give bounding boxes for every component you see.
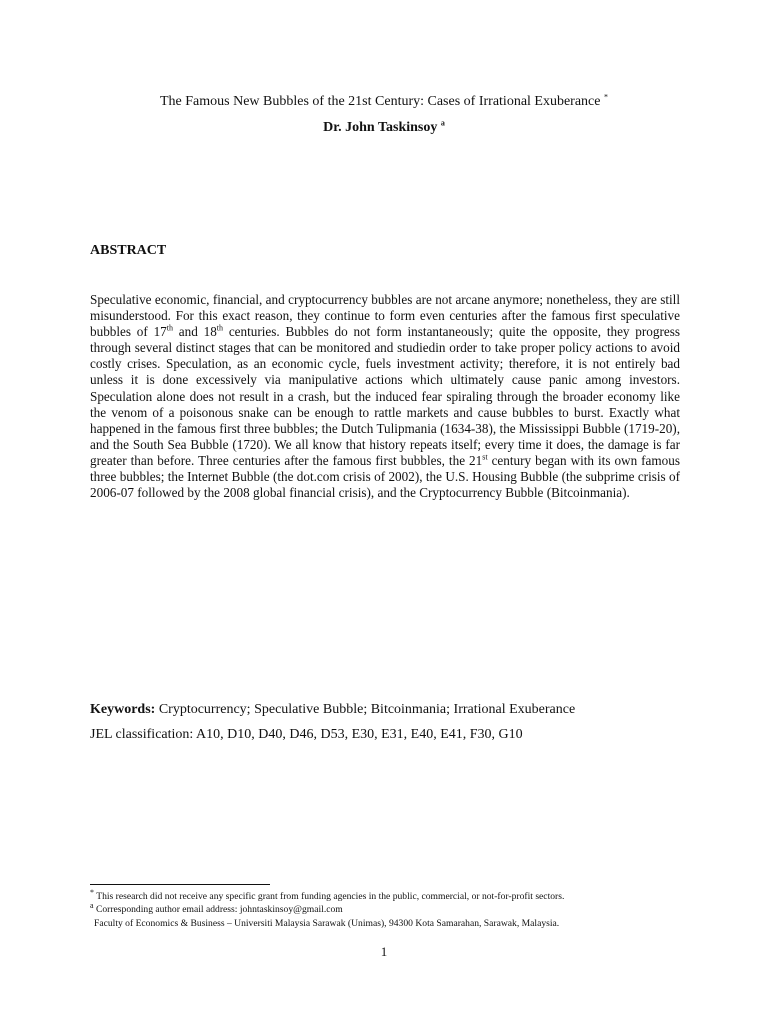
paper-title-text: The Famous New Bubbles of the 21st Century: Cases of Irrational Exuberance — [159, 94, 601, 109]
keywords-text: Cryptocurrency; Speculative Bubble; Bitcoinmania; Irrational Exuberance — [155, 702, 576, 717]
paper-author — [0, 119, 768, 137]
abstract-text-2: and 18 — [173, 324, 217, 340]
page-number: 1 — [380, 944, 388, 959]
abstract-text-1: Speculative economic, financial, and cryptocurrency bubbles are not arcane anymore; nonetheless, they are still misunderstood. For this exact reason, they continue to form even centuries after the famous first speculative bubbles of 17 — [90, 292, 680, 340]
footnote-affiliation: Faculty of Economics & Business – Universiti Malaysia Sarawak (Unimas), 94300 Kota Samarahan, Sarawak, Malaysia. — [94, 918, 560, 929]
author-name: Dr. John Taskinsoy — [323, 120, 438, 135]
jel-classification: JEL classification: A10, D10, D40, D46, D53, E30, E31, E40, E41, F30, G10 — [90, 727, 523, 742]
footnote-funding — [90, 887, 730, 903]
footnote-email-mark: a — [90, 900, 94, 910]
paper-title — [0, 93, 768, 111]
abstract-body — [90, 292, 680, 501]
footnote-email-text: Corresponding author email address: johntaskinsoy@gmail.com — [93, 904, 343, 915]
abstract-text-4: century began with its own famous three bubbles; the Internet Bubble (the dot.com crisis of 2002), the U.S. Housing Bubble (the subprime crisis of 2006-07 followed by the 2008 global financial crisis), and the Cryptocurrency Bubble (Bitcoinmania). — [90, 452, 680, 501]
footnote-funding-text: This research did not receive any specific grant from funding agencies in the public, commercial, or not-for-profit sectors. — [94, 891, 565, 902]
footnote-email — [90, 900, 730, 916]
keywords-label: Keywords: — [90, 702, 156, 717]
footnote-funding-mark: * — [90, 887, 94, 897]
abstract-sup-1: th — [166, 323, 173, 333]
abstract-sup-2: th — [216, 323, 224, 333]
abstract-text-3: centuries. Bubbles do not form instantaneously; quite the opposite, they progress through several distinct stages that can be monitored and studiedin order to take proper policy actions to avoid costly crises. Speculation, as an economic cycle, fuels investment activity; therefore, it is not entirely bad unless it is done excessively via manipulative actions which ultimately cause panic among investors. Speculation alone does not result in a crash, but the induced fear spiraling through the broader economy like the venom of a poisonous snake can be enough to rattle markets and cause bubbles to burst. Exactly what happened in the famous first three bubbles; the Dutch Tulipmania (1634-38), the Mississippi Bubble (1719-20), and the South Sea Bubble (1720). We all know that history repeats itself; every time it does, the damage is far greater than before. Three centuries after the famous first bubbles, the 21 — [90, 324, 680, 468]
title-footnote-mark: * — [604, 92, 608, 102]
keywords-line — [90, 701, 710, 719]
abstract-sup-3: st — [482, 452, 488, 462]
abstract-heading: ABSTRACT — [90, 243, 167, 258]
footnote-divider — [90, 884, 270, 885]
author-affiliation-mark: a — [440, 118, 445, 128]
